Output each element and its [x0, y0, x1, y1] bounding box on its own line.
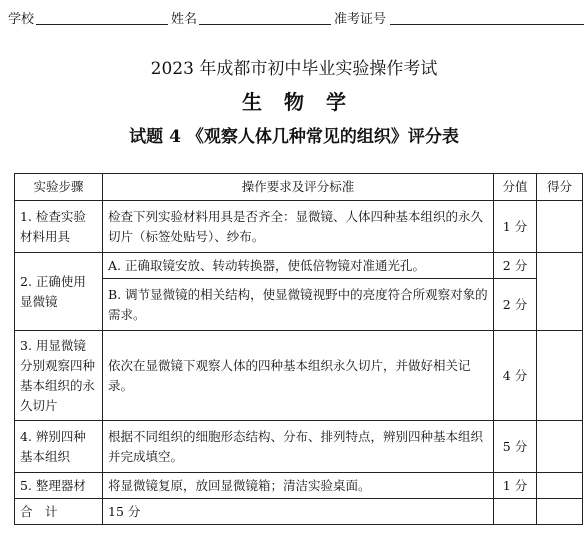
- subject-title: 生物学: [242, 90, 368, 114]
- name-blank: [199, 24, 331, 25]
- score-cell: 2 分: [494, 253, 537, 279]
- requirement-cell: 将显微镜复原，放回显微镜箱；清洁实验桌面。: [103, 473, 494, 499]
- earned-score-cell[interactable]: [537, 331, 583, 421]
- scoring-table: [14, 173, 583, 525]
- column-header-step: 实验步骤: [15, 174, 103, 201]
- exam-title: 2023 年成都市初中毕业实验操作考试: [150, 59, 438, 79]
- requirement-cell: A. 正确取镜安放、转动转换器，使低倍物镜对准通光孔。: [103, 253, 494, 279]
- total-value: 15 分: [103, 499, 494, 525]
- score-cell: 5 分: [494, 421, 537, 473]
- step-cell: 5. 整理器材: [15, 473, 103, 499]
- exam-number-blank: [390, 24, 584, 25]
- requirement-cell: B. 调节显微镜的相关结构，使显微镜视野中的亮度符合所观察对象的需求。: [103, 279, 494, 331]
- test-title: 试题 4 《观察人体几种常见的组织》评分表: [129, 127, 459, 147]
- step-cell: 4. 辨别四种基本组织: [15, 421, 103, 473]
- exam-number-label: 准考证号: [334, 12, 387, 27]
- earned-score-cell[interactable]: [537, 421, 583, 473]
- school-label: 学校: [8, 12, 35, 27]
- step-cell: 1. 检查实验材料用具: [15, 201, 103, 253]
- table-row: [15, 473, 583, 499]
- score-cell: 2 分: [494, 279, 537, 331]
- score-cell: 1 分: [494, 473, 537, 499]
- earned-score-cell[interactable]: [537, 473, 583, 499]
- requirement-cell: 根据不同组织的细胞形态结构、分布、排列特点，辨别四种基本组织并完成填空。: [103, 421, 494, 473]
- requirement-cell: 检查下列实验材料用具是否齐全：显微镜、人体四种基本组织的永久切片（标签处贴号）、纱布。: [103, 201, 494, 253]
- earned-score-cell[interactable]: [537, 253, 583, 331]
- name-label: 姓名: [171, 12, 198, 27]
- requirement-cell: 依次在显微镜下观察人体的四种基本组织永久切片，并做好相关记录。: [103, 331, 494, 421]
- total-earned-cell[interactable]: [537, 499, 583, 525]
- column-header-score: 分值: [494, 174, 537, 201]
- candidate-info-line: [8, 6, 584, 30]
- step-cell: 2. 正确使用显微镜: [15, 253, 103, 331]
- table-header-row: [15, 174, 583, 201]
- table-row: [15, 201, 583, 253]
- table-row: [15, 331, 583, 421]
- step-cell: 3. 用显微镜分别观察四种基本组织的永久切片: [15, 331, 103, 421]
- column-header-earned: 得分: [537, 174, 583, 201]
- table-row: [15, 421, 583, 473]
- score-cell: 1 分: [494, 201, 537, 253]
- total-label: 合 计: [15, 499, 103, 525]
- total-score-blank: [494, 499, 537, 525]
- total-row: [15, 499, 583, 525]
- column-header-requirement: 操作要求及评分标准: [103, 174, 494, 201]
- earned-score-cell[interactable]: [537, 201, 583, 253]
- score-cell: 4 分: [494, 331, 537, 421]
- school-blank: [36, 24, 168, 25]
- table-row: [15, 253, 583, 279]
